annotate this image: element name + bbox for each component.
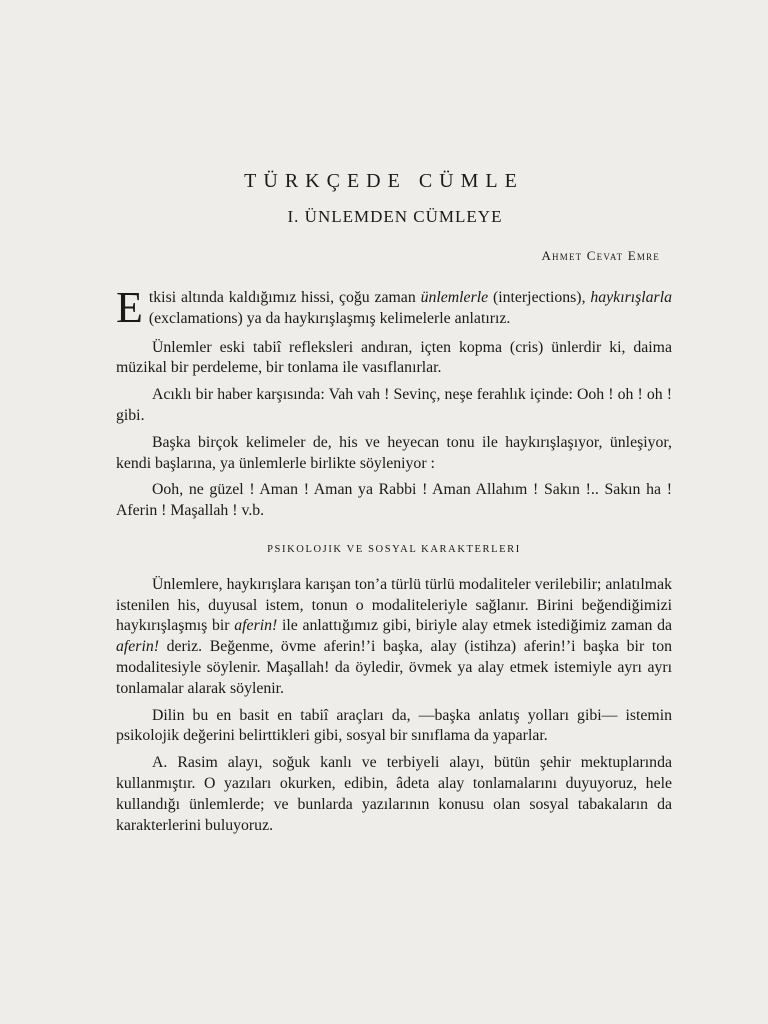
paragraph-1 [116,283,672,332]
paragraph-1-text-a: tkisi altında kaldığımız hissi, çoğu zaman [148,289,421,306]
italic-term-aferin-1: aferin! [234,617,278,635]
italic-term-aferin-2: aferin! [116,638,159,656]
paragraph-7: Dilin bu en basit en tabiî araçları da, —başka anlatış yolları gibi— istemin psikolojik değerini belirttikleri gibi, sosyal bir sınıflama da yaparlar. [116,706,672,745]
drop-cap: E [116,283,143,332]
paragraph-6 [116,575,672,700]
paragraph-3: Acıklı bir haber karşısında: Vah vah ! Sevinç, neşe ferahlık içinde: Ooh ! oh ! oh ! gibi. [116,386,672,424]
article-body [116,283,672,842]
paragraph-6-text-a: Ünlemlere, haykırışlara karışan ton’a türlü türlü modaliteler verilebilir; anlatılmak istenilen his, duyusal istem, tonun o modaliteleriyle sağlanır. Birini beğendiğimizi haykırışlaşmış bir [116,575,672,635]
italic-term-unlemlerle: ünlemlerle [420,289,489,306]
section-heading: PSIKOLOJIK VE SOSYAL KARAKTERLERI [267,543,521,555]
italic-term-haykirislarla: haykırışlarla [590,289,672,306]
paragraph-6-text-c: deriz. Beğenme, övme aferin!’i başka, alay (istihza) aferin!’i başka bir ton modalitesiyle söylenir. Maşallah! da öyledir, övmek ya alay etmek istemiyle ayrı ayrı tonlamalar alarak söylenir. [116,638,672,697]
paragraph-8: A. Rasim alayı, soğuk kanlı ve terbiyeli alayı, bütün şehir mektuplarında kullanmıştır. O yazıları okurken, edibin, âdeta alay tonlamalarını duyuyoruz, hele kullandığı ünlemlerde; ve bunlarda yazılarının konusu olan sosyal tabakaların da karakterlerini buluyoruz. [116,754,672,834]
paragraph-5: Ooh, ne güzel ! Aman ! Aman ya Rabbi ! Aman Allahım ! Sakın !.. Sakın ha ! Aferin ! Maşallah ! v.b. [116,481,672,520]
paragraph-1-text-c: (exclamations) ya da haykırışlaşmış kelimelerle anlatırız. [148,309,511,327]
article-subtitle: I. ÜNLEMDEN CÜMLEYE [287,207,503,226]
paragraph-2: Ünlemler eski tabiî refleksleri andıran, içten kopma (cris) ünlerdir ki, daima müzikal bir perdeleme, bir tonlama ile vasıflanırlar. [116,338,672,377]
paragraph-1-text-b: (interjections), [488,289,591,306]
paragraph-4: Başka birçok kelimeler de, his ve heyecan tonu ile haykırışlaşıyor, ünleşiyor, kendi başlarına, ya ünlemlerle birlikte söyleniyor : [116,433,672,472]
article-title: TÜRKÇEDE CÜMLE [244,170,524,192]
author-name: Ahmet Cevat Emre [541,248,660,263]
paragraph-6-text-b: ile anlattığımız gibi, biriyle alay etmek istediğimiz zaman da [277,617,672,635]
